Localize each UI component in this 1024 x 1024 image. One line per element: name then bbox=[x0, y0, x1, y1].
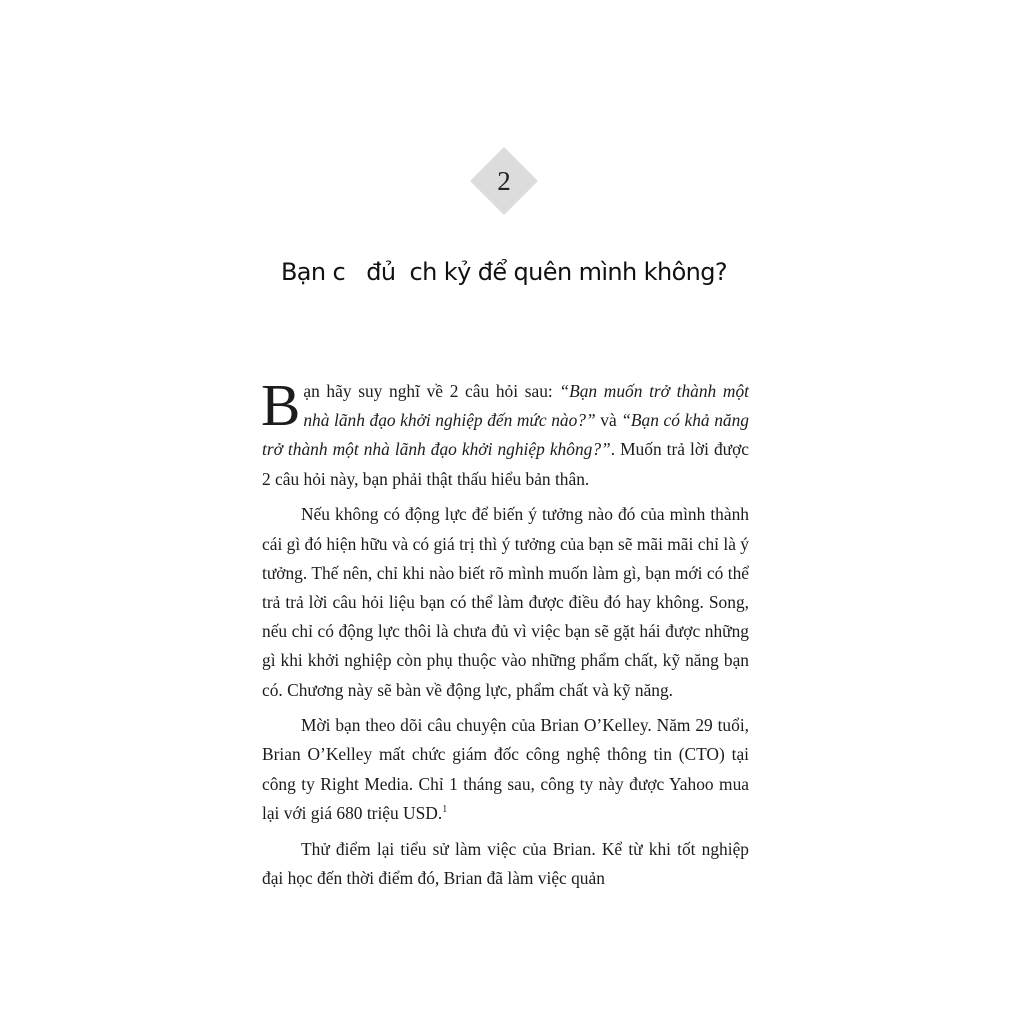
footnote-marker: 1 bbox=[442, 803, 448, 815]
paragraph-3-text: Mời bạn theo dõi câu chuyện của Brian O’Kelley. Năm 29 tuổi, Brian O’Kelley mất chức giám đốc công nghệ thông tin (CTO) tại công ty Right Media. Chỉ 1 tháng sau, công ty này được Yahoo mua lại với giá 680 triệu USD. bbox=[262, 715, 749, 823]
body-text bbox=[261, 372, 749, 899]
paragraph-3 bbox=[262, 711, 749, 828]
paragraph-2: Nếu không có động lực để biến ý tưởng nào đó của mình thành cái gì đó hiện hữu và có giá trị thì ý tưởng của bạn sẽ mãi mãi chỉ là ý tưởng. Thế nên, chỉ khi nào biết rõ mình muốn làm gì, bạn mới có thể trả trả lời câu hỏi liệu bạn có thể làm được điều đó hay không. Song, nếu chỉ có động lực thôi là chưa đủ vì việc bạn sẽ gặt hái được những gì khi khởi nghiệp còn phụ thuộc vào những phẩm chất, kỹ năng bạn có. Chương này sẽ bàn về động lực, phẩm chất và kỹ năng. bbox=[262, 504, 749, 700]
drop-cap: B bbox=[261, 372, 301, 438]
chapter-number: 2 bbox=[497, 166, 511, 196]
chapter-title: Bạn c đủ ch kỷ để quên mình không? bbox=[280, 258, 728, 286]
paragraph-1-ending: . Muốn trả lời được 2 câu hỏi này, bạn phải thật thấu hiểu bản thân. bbox=[262, 439, 749, 489]
paragraph-1-connector: và bbox=[595, 410, 622, 431]
paragraph-4: Thử điểm lại tiểu sử làm việc của Brian. Kể từ khi tốt nghiệp đại học đến thời điểm đó, Brian đã làm việc quản bbox=[262, 838, 749, 888]
question-quote-1: “Bạn muốn trở thành một nhà lãnh đạo khởi nghiệp đến mức nào?” bbox=[303, 381, 749, 431]
question-quote-2: “Bạn có khả năng trở thành một nhà lãnh đạo khởi nghiệp không?” bbox=[262, 410, 749, 460]
paragraph-1 bbox=[261, 372, 749, 494]
chapter-number-badge bbox=[470, 147, 538, 215]
paragraph-1-text: ạn hãy suy nghĩ về 2 câu hỏi sau: bbox=[303, 381, 560, 401]
